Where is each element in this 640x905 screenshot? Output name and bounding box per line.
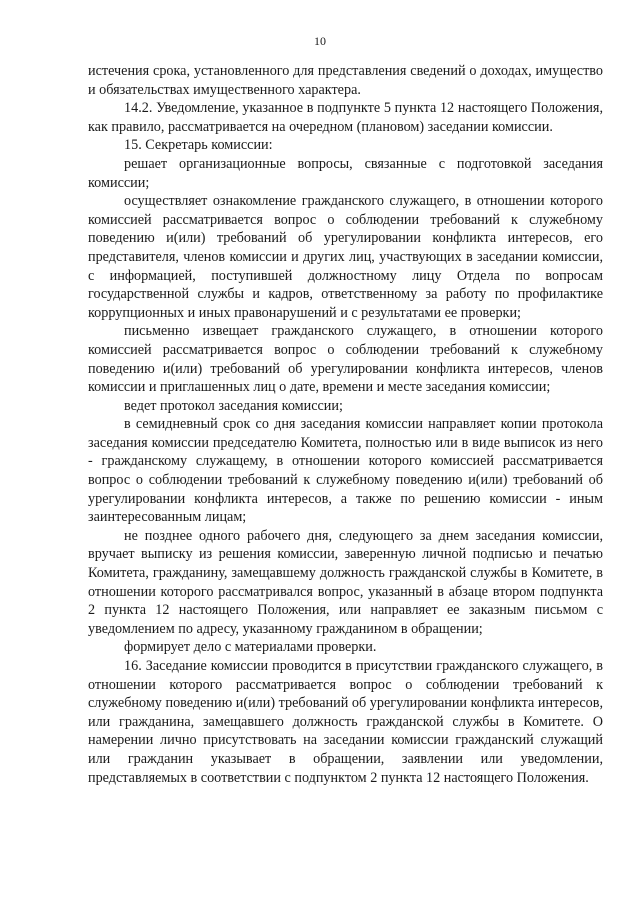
paragraph-15-item: письменно извещает гражданского служащего, в отношении которого комиссией рассматривается вопрос о соблюдении требований к служебному поведению и(или) требований об урегулировании конфликта интересов, членов комиссии и приглашенных лиц о дате, времени и месте заседания комиссии; xyxy=(88,323,603,396)
paragraph-15-item: решает организационные вопросы, связанные с подготовкой заседания комиссии; xyxy=(88,155,603,191)
paragraph-15-item: ведет протокол заседания комиссии; xyxy=(124,397,343,414)
paragraph-15-item: в семидневный срок со дня заседания комиссии направляет копии протокола заседания комиссии председателю Комитета, полностью или в виде выписок из него - гражданскому служащему, в отношении которого комиссией рассматривается вопрос о соблюдении требований к служебному поведению и(или) требований об урегулировании конфликта интересов, а также по решению комиссии - иным заинтересованным лицам; xyxy=(88,416,603,526)
paragraph-continuation: истечения срока, установленного для представления сведений о доходах, имущество и обязательствах имущественного характера. xyxy=(88,63,603,98)
paragraph-15-heading: 15. Секретарь комиссии: xyxy=(124,137,273,154)
paragraph-15-item: формирует дело с материалами проверки. xyxy=(124,639,377,656)
page-number: 10 xyxy=(314,34,326,48)
paragraph-15-item: осуществляет ознакомление гражданского служащего, в отношении которого комиссией рассматривается вопрос о соблюдении требований к служебному поведению и(или) требований об урегулировании конфликта интересов, его представителя, членов комиссии и других лиц, участвующих в заседании комиссии, с информацией, поступившей должностному лицу Отдела по вопросам государственной службы и кадров, ответственному за работу по профилактике коррупционных и иных правонарушений и с результатами ее проверки; xyxy=(88,193,603,321)
paragraph-15-item: не позднее одного рабочего дня, следующего за днем заседания комиссии, вручает выписку из решения комиссии, заверенную личной подписью и печатью Комитета, гражданину, замещавшему должность гражданской службы в Комитете, в отношении которого рассматривался вопрос, указанный в абзаце втором подпункта 2 пункта 12 настоящего Положения, или направляет ее заказным письмом с уведомлением по адресу, указанному гражданином в обращении; xyxy=(88,527,603,637)
paragraph-14-2: 14.2. Уведомление, указанное в подпункте 5 пункта 12 настоящего Положения, как правило, рассматривается на очередном (плановом) заседании комиссии. xyxy=(88,100,603,135)
paragraph-16: 16. Заседание комиссии проводится в присутствии гражданского служащего, в отношении которого рассматривается вопрос о соблюдении требований к служебному поведению и(или) требований об урегулировании конфликта интересов, или гражданина, замещавшего должность гражданской службы в Комитете. О намерении лично присутствовать на заседании комиссии гражданский служащий или гражданин указывает в обращении, заявлении или уведомлении, представляемых в соответствии с подпунктом 2 пункта 12 настоящего Положения. xyxy=(88,658,603,786)
document-body xyxy=(88,62,603,787)
